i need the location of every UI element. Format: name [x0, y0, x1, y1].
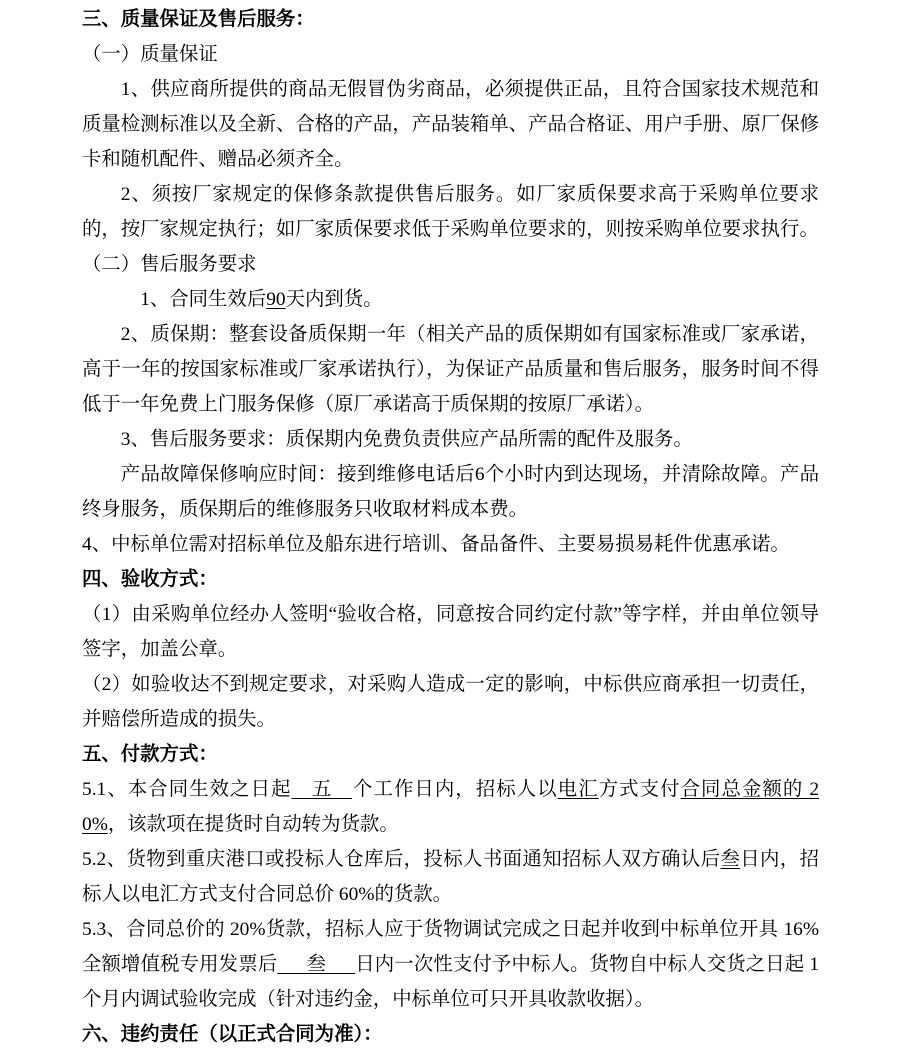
paragraph	[82, 527, 819, 562]
text-run: 个工作日内，招标人以	[351, 779, 558, 800]
text-run: 3、售后服务要求：质保期内免费负责供应产品所需的配件及服务。	[120, 429, 693, 450]
text-run: 方式支付	[598, 779, 681, 800]
paragraph	[82, 667, 819, 737]
paragraph	[82, 422, 819, 457]
text-run: （2）如验收达不到规定要求，对采购人造成一定的影响，中标供应商承担一切责任，并赔偿所造成的损失。	[82, 674, 819, 730]
text-run: 四、验收方式：	[82, 569, 218, 590]
text-run: 2、质保期：整套设备质保期一年（相关产品的质保期如有国家标准或厂家承诺，高于一年的按国家标准或厂家承诺执行），为保证产品质量和售后服务，服务时间不得低于一年免费上门服务保修（原厂承诺高于质保期的按原厂承诺）。	[82, 324, 819, 415]
section-heading	[82, 2, 819, 37]
paragraph	[82, 177, 819, 247]
underlined-text: 电汇	[557, 779, 599, 800]
text-run: 1、合同生效后	[140, 289, 267, 310]
section-heading	[82, 562, 819, 597]
document-content	[82, 2, 819, 1052]
paragraph	[82, 772, 819, 842]
text-run: （二）售后服务要求	[82, 254, 257, 275]
paragraph	[82, 37, 819, 72]
text-run: 5.1、本合同生效之日起	[82, 779, 292, 800]
text-run: （一）质量保证	[82, 44, 218, 65]
underlined-text: 五	[291, 779, 352, 800]
paragraph	[82, 72, 819, 177]
text-run: 三、质量保证及售后服务：	[82, 9, 315, 30]
text-run: 2、须按厂家规定的保修条款提供售后服务。如厂家质保要求高于采购单位要求的，按厂家规定执行；如厂家质保要求低于采购单位要求的，则按采购单位要求执行。	[82, 184, 819, 240]
underlined-text: 叁	[720, 849, 741, 870]
text-run: ，该款项在提货时自动转为货款。	[107, 814, 399, 835]
text-run: 5.3、合同总价的 20%货款，招标人应于货物调试完成之日起并收到中标单位开具 16%全额增值税专用发票后	[82, 919, 819, 975]
paragraph	[82, 247, 819, 282]
text-run: 六、违约责任（以正式合同为准）：	[82, 1024, 383, 1045]
paragraph	[82, 597, 819, 667]
text-run: 1、供应商所提供的商品无假冒伪劣商品，必须提供正品，且符合国家技术规范和质量检测标准以及全新、合格的产品，产品装箱单、产品合格证、用户手册、原厂保修卡和随机配件、赠品必须齐全。	[82, 79, 819, 170]
text-run: 5.2、货物到重庆港口或投标人仓库后，投标人书面通知招标人双方确认后	[82, 849, 721, 870]
text-run: 日内，招标人以电汇方式支付合同总价 60%的货款。	[82, 849, 820, 905]
underlined-text: 合同总金额的 20%	[82, 779, 820, 835]
text-run: 天内到货。	[285, 289, 383, 310]
section-heading	[82, 1017, 819, 1052]
section-heading	[82, 737, 819, 772]
paragraph	[82, 842, 819, 912]
underlined-text: 叁	[277, 954, 356, 975]
text-run: 日内一次性支付予中标人。货物自中标人交货之日起 1 个月内调试验收完成（针对违约金，中标单位可只开具收款收据）。	[82, 954, 820, 1010]
text-run: 4、中标单位需对招标单位及船东进行培训、备品备件、主要易损易耗件优惠承诺。	[82, 534, 790, 555]
paragraph	[82, 317, 819, 422]
text-run: （1）由采购单位经办人签明“验收合格，同意按合同约定付款”等字样，并由单位领导签字，加盖公章。	[82, 604, 819, 660]
text-run: 产品故障保修响应时间：接到维修电话后6个小时内到达现场，并清除故障。产品终身服务，质保期后的维修服务只收取材料成本费。	[82, 464, 819, 520]
text-run: 五、付款方式：	[82, 744, 218, 765]
paragraph	[82, 912, 819, 1017]
underlined-text: 90	[266, 289, 286, 310]
paragraph	[82, 282, 819, 317]
paragraph	[82, 457, 819, 527]
